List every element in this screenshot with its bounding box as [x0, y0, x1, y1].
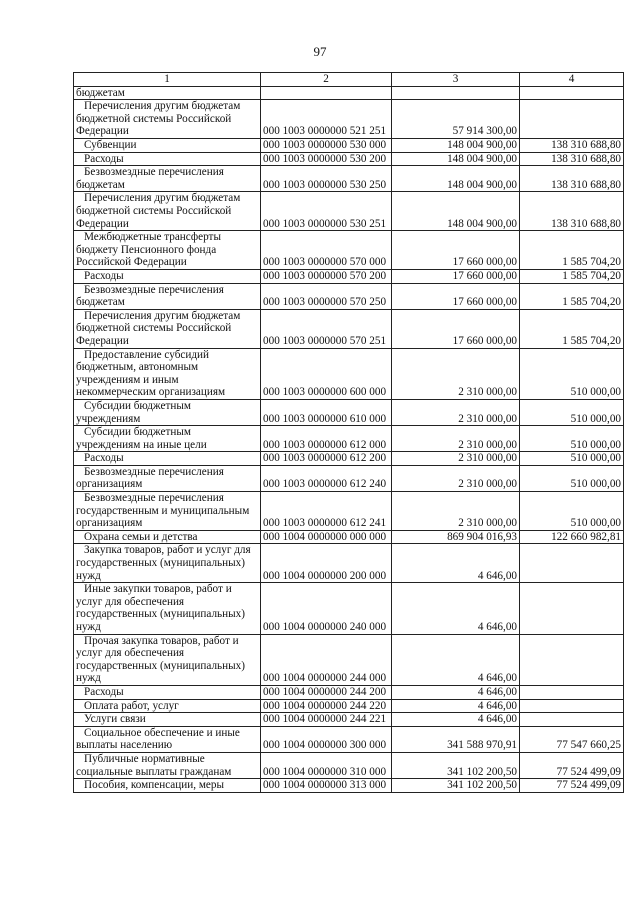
row-name-cell	[74, 779, 261, 793]
row-code: 000 1003 0000000 612 240	[261, 465, 392, 491]
row-amount-executed	[520, 686, 624, 700]
row-amount-planned: 148 004 900,00	[392, 166, 520, 192]
table-row	[74, 269, 624, 283]
row-amount-executed: 510 000,00	[520, 465, 624, 491]
row-name: Субсидии бюджетным учреждениям на иные цели	[76, 426, 207, 451]
table-row	[74, 686, 624, 700]
row-code: 000 1004 0000000 244 200	[261, 686, 392, 700]
row-name-cell	[74, 309, 261, 348]
row-amount-planned: 57 914 300,00	[392, 100, 520, 139]
row-code: 000 1004 0000000 244 000	[261, 634, 392, 685]
row-name-cell	[74, 283, 261, 309]
row-code: 000 1003 0000000 530 251	[261, 192, 392, 231]
row-name: Оплата работ, услуг	[84, 699, 179, 712]
table-row	[74, 283, 624, 309]
row-amount-planned: 4 646,00	[392, 699, 520, 713]
table-row	[74, 544, 624, 583]
table-row	[74, 530, 624, 544]
row-name-cell	[74, 686, 261, 700]
table-row	[74, 152, 624, 166]
row-name: Охрана семьи и детства	[84, 530, 198, 543]
table-row	[74, 753, 624, 779]
table-row	[74, 465, 624, 491]
row-amount-planned: 2 310 000,00	[392, 492, 520, 531]
table-row	[74, 426, 624, 452]
row-amount-executed	[520, 100, 624, 139]
page-number: 97	[313, 44, 327, 59]
row-code: 000 1003 0000000 570 000	[261, 231, 392, 270]
row-code: 000 1003 0000000 530 000	[261, 138, 392, 152]
row-amount-planned	[392, 86, 520, 100]
row-amount-planned: 2 310 000,00	[392, 426, 520, 452]
row-amount-planned: 17 660 000,00	[392, 309, 520, 348]
row-name: Безвозмездные перечисления бюджетам	[76, 283, 224, 309]
row-code: 000 1003 0000000 530 200	[261, 152, 392, 166]
row-amount-executed: 1 585 704,20	[520, 269, 624, 283]
row-name-cell	[74, 348, 261, 399]
row-name: Пособия, компенсации, меры	[84, 779, 224, 792]
row-name-cell	[74, 726, 261, 752]
row-amount-planned: 2 310 000,00	[392, 465, 520, 491]
row-name: Расходы	[84, 686, 124, 699]
row-code: 000 1004 0000000 310 000	[261, 753, 392, 779]
row-amount-executed	[520, 713, 624, 727]
row-code: 000 1003 0000000 530 250	[261, 166, 392, 192]
row-amount-executed: 510 000,00	[520, 492, 624, 531]
row-code: 000 1004 0000000 244 221	[261, 713, 392, 727]
row-name: Расходы	[84, 452, 124, 465]
row-amount-executed: 138 310 688,80	[520, 152, 624, 166]
row-code: 000 1004 0000000 240 000	[261, 583, 392, 634]
row-name-cell	[74, 583, 261, 634]
row-name-cell	[74, 544, 261, 583]
row-amount-executed: 1 585 704,20	[520, 309, 624, 348]
row-name-cell	[74, 452, 261, 466]
row-amount-executed: 122 660 982,81	[520, 530, 624, 544]
row-code: 000 1003 0000000 612 200	[261, 452, 392, 466]
table-row	[74, 231, 624, 270]
row-code: 000 1004 0000000 000 000	[261, 530, 392, 544]
table-row	[74, 713, 624, 727]
row-name: Безвозмездные перечисления бюджетам	[76, 166, 224, 191]
row-amount-planned: 4 646,00	[392, 634, 520, 685]
row-name-cell	[74, 231, 261, 270]
column-header-2: 2	[261, 73, 392, 87]
row-name: Субсидии бюджетным учреждениям	[76, 399, 191, 425]
row-amount-planned: 148 004 900,00	[392, 152, 520, 166]
table-row	[74, 399, 624, 425]
row-amount-planned: 4 646,00	[392, 544, 520, 583]
row-amount-executed	[520, 699, 624, 713]
table-row	[74, 726, 624, 752]
table-row	[74, 634, 624, 685]
row-code: 000 1004 0000000 300 000	[261, 726, 392, 752]
row-name: Прочая закупка товаров, работ и услуг для обеспечения государственных (муниципальных) нужд	[76, 634, 245, 685]
row-code: 000 1003 0000000 570 250	[261, 283, 392, 309]
row-amount-executed: 510 000,00	[520, 426, 624, 452]
table-row	[74, 492, 624, 531]
row-code	[261, 86, 392, 100]
row-amount-planned: 148 004 900,00	[392, 138, 520, 152]
column-header-4: 4	[520, 73, 624, 87]
row-amount-planned: 2 310 000,00	[392, 399, 520, 425]
row-amount-executed	[520, 544, 624, 583]
row-amount-executed: 77 547 660,25	[520, 726, 624, 752]
table-row	[74, 309, 624, 348]
row-amount-executed: 1 585 704,20	[520, 283, 624, 309]
row-amount-executed	[520, 583, 624, 634]
row-code: 000 1003 0000000 610 000	[261, 399, 392, 425]
row-amount-executed	[520, 86, 624, 100]
table-row	[74, 100, 624, 139]
row-code: 000 1004 0000000 244 220	[261, 699, 392, 713]
row-amount-planned: 4 646,00	[392, 686, 520, 700]
column-header-3: 3	[392, 73, 520, 87]
row-name: Услуги связи	[84, 713, 146, 726]
row-amount-planned: 17 660 000,00	[392, 269, 520, 283]
row-code: 000 1003 0000000 600 000	[261, 348, 392, 399]
row-code: 000 1003 0000000 570 251	[261, 309, 392, 348]
row-name: Публичные нормативные социальные выплаты гражданам	[76, 753, 232, 778]
row-code: 000 1003 0000000 612 000	[261, 426, 392, 452]
row-amount-planned: 2 310 000,00	[392, 452, 520, 466]
budget-expenditure-table	[73, 72, 624, 793]
table-row	[74, 192, 624, 231]
table-row	[74, 452, 624, 466]
table-row	[74, 86, 624, 100]
table-row	[74, 348, 624, 399]
row-amount-executed: 510 000,00	[520, 399, 624, 425]
row-amount-planned: 341 588 970,91	[392, 726, 520, 752]
table-header-row	[74, 73, 624, 87]
table-row	[74, 583, 624, 634]
row-amount-planned: 341 102 200,50	[392, 753, 520, 779]
row-amount-planned: 17 660 000,00	[392, 231, 520, 270]
row-amount-executed: 1 585 704,20	[520, 231, 624, 270]
table-row	[74, 166, 624, 192]
row-amount-planned: 4 646,00	[392, 583, 520, 634]
row-name-cell	[74, 100, 261, 139]
row-amount-executed: 77 524 499,09	[520, 779, 624, 793]
row-amount-executed: 510 000,00	[520, 348, 624, 399]
row-name: Расходы	[84, 269, 124, 282]
row-name-cell	[74, 399, 261, 425]
row-amount-executed: 510 000,00	[520, 452, 624, 466]
row-code: 000 1003 0000000 521 251	[261, 100, 392, 139]
row-name-cell	[74, 465, 261, 491]
row-name: Безвозмездные перечисления организациям	[76, 465, 224, 491]
table-body	[74, 73, 624, 793]
row-name: бюджетам	[76, 86, 125, 99]
row-amount-executed	[520, 634, 624, 685]
row-amount-planned: 2 310 000,00	[392, 348, 520, 399]
row-amount-planned: 4 646,00	[392, 713, 520, 727]
table-row	[74, 779, 624, 793]
row-name-cell	[74, 699, 261, 713]
row-amount-planned: 341 102 200,50	[392, 779, 520, 793]
row-name: Расходы	[84, 152, 124, 165]
row-name-cell	[74, 753, 261, 779]
row-amount-executed: 138 310 688,80	[520, 138, 624, 152]
row-amount-planned: 148 004 900,00	[392, 192, 520, 231]
column-header-1: 1	[74, 73, 261, 87]
row-name: Межбюджетные трансферты бюджету Пенсионного фонда Российской Федерации	[76, 231, 221, 269]
row-name-cell	[74, 492, 261, 531]
row-amount-executed: 138 310 688,80	[520, 192, 624, 231]
row-name: Перечисления другим бюджетам бюджетной системы Российской Федерации	[76, 192, 241, 230]
row-amount-planned: 17 660 000,00	[392, 283, 520, 309]
row-name-cell	[74, 166, 261, 192]
row-name-cell	[74, 634, 261, 685]
row-name: Субвенции	[84, 138, 137, 151]
row-name-cell	[74, 86, 261, 100]
row-name: Предоставление субсидий бюджетным, автономным учреждениям и иным некоммерческим организациям	[76, 348, 226, 399]
row-name: Безвозмездные перечисления государственным и муниципальным организациям	[76, 492, 250, 530]
row-code: 000 1004 0000000 313 000	[261, 779, 392, 793]
row-name-cell	[74, 426, 261, 452]
row-name-cell	[74, 192, 261, 231]
row-name: Иные закупки товаров, работ и услуг для обеспечения государственных (муниципальных) нужд	[76, 583, 245, 634]
row-name: Социальное обеспечение и иные выплаты населению	[76, 726, 240, 752]
row-name: Перечисления другим бюджетам бюджетной системы Российской Федерации	[76, 309, 241, 347]
row-amount-executed: 138 310 688,80	[520, 166, 624, 192]
row-name-cell	[74, 269, 261, 283]
row-code: 000 1004 0000000 200 000	[261, 544, 392, 583]
row-name: Закупка товаров, работ и услуг для государственных (муниципальных) нужд	[76, 544, 251, 582]
row-amount-executed: 77 524 499,09	[520, 753, 624, 779]
row-name: Перечисления другим бюджетам бюджетной системы Российской Федерации	[76, 100, 241, 138]
row-name-cell	[74, 152, 261, 166]
table-row	[74, 699, 624, 713]
table-row	[74, 138, 624, 152]
row-code: 000 1003 0000000 612 241	[261, 492, 392, 531]
row-amount-planned: 869 904 016,93	[392, 530, 520, 544]
row-name-cell	[74, 138, 261, 152]
row-code: 000 1003 0000000 570 200	[261, 269, 392, 283]
row-name-cell	[74, 530, 261, 544]
row-name-cell	[74, 713, 261, 727]
